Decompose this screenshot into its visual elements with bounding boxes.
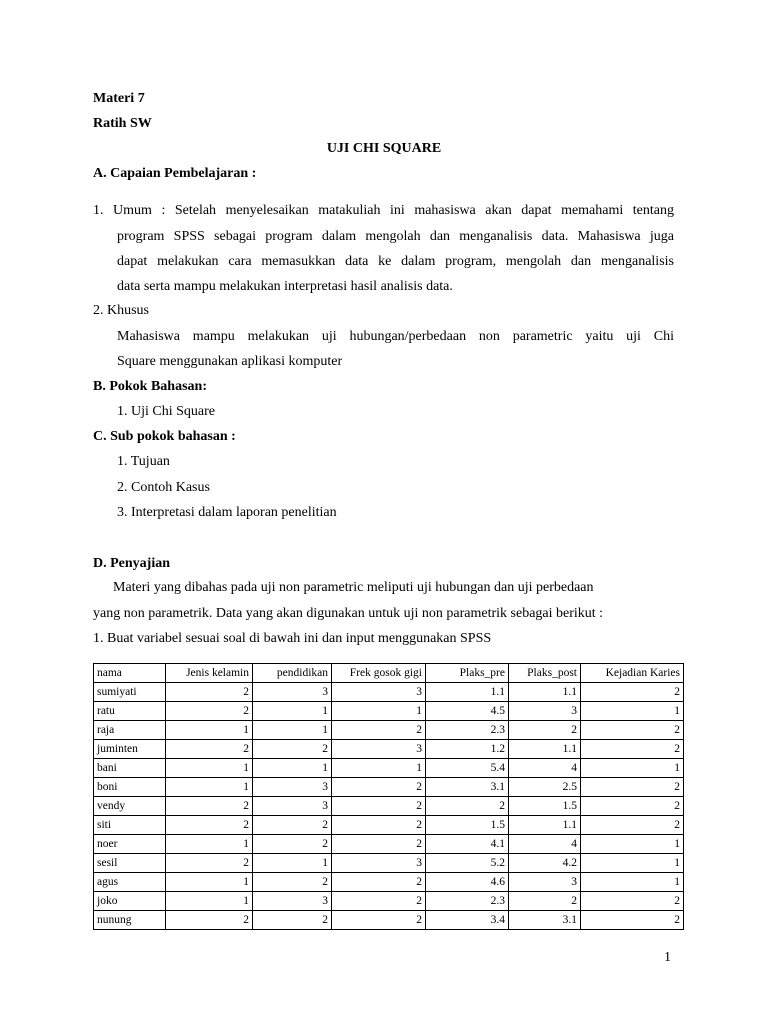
umum-line-1: 1. Umum : Setelah menyelesaikan matakuliah ini mahasiswa akan dapat memahami tentang — [93, 203, 674, 218]
table-cell: 2 — [581, 797, 684, 816]
table-cell: 1 — [253, 702, 332, 721]
materi-label: Materi 7 — [93, 91, 145, 106]
table-cell: 1.1 — [509, 740, 581, 759]
table-cell: 4 — [509, 835, 581, 854]
table-cell: 2 — [253, 873, 332, 892]
table-header-cell: Plaks_post — [509, 664, 581, 683]
table-cell: 2 — [332, 835, 426, 854]
table-cell: 3 — [332, 740, 426, 759]
table-cell: 4.5 — [426, 702, 509, 721]
table-cell: 2 — [509, 892, 581, 911]
author-label: Ratih SW — [93, 116, 152, 131]
section-b-heading: B. Pokok Bahasan: — [93, 379, 207, 394]
section-c-item: 3. Interpretasi dalam laporan penelitian — [117, 505, 337, 520]
table-cell: 2 — [581, 911, 684, 930]
table-cell: sumiyati — [94, 683, 166, 702]
table-cell: noer — [94, 835, 166, 854]
table-cell: 1 — [581, 759, 684, 778]
section-b-item: 1. Uji Chi Square — [117, 404, 215, 419]
table-cell: 2 — [581, 721, 684, 740]
table-header-cell: pendidikan — [253, 664, 332, 683]
table-cell: 4.2 — [509, 854, 581, 873]
table-cell: 1 — [253, 854, 332, 873]
table-cell: 1.5 — [426, 816, 509, 835]
table-cell: 1 — [332, 759, 426, 778]
table-cell: 1 — [166, 892, 253, 911]
table-cell: 2 — [253, 740, 332, 759]
table-cell: 2 — [509, 721, 581, 740]
khusus-label: 2. Khusus — [93, 303, 150, 318]
table-cell: 2 — [581, 892, 684, 911]
table-cell: 3 — [253, 892, 332, 911]
table-header-cell: Kejadian Karies — [581, 664, 684, 683]
table-cell: 2 — [581, 816, 684, 835]
table-cell: 1.1 — [509, 683, 581, 702]
table-row — [94, 797, 684, 816]
umum-line-2: program SPSS sebagai program dalam mengolah dan menganalisis data. Mahasiswa juga — [117, 229, 674, 244]
table-cell: joko — [94, 892, 166, 911]
table-cell: 2 — [426, 797, 509, 816]
table-cell: siti — [94, 816, 166, 835]
section-c-heading: C. Sub pokok bahasan : — [93, 429, 236, 444]
table-cell: 1 — [166, 721, 253, 740]
table-cell: 3 — [332, 683, 426, 702]
table-cell: 5.2 — [426, 854, 509, 873]
table-cell: 2 — [253, 835, 332, 854]
table-cell: 2 — [332, 721, 426, 740]
table-cell: 1.1 — [426, 683, 509, 702]
table-cell: sesil — [94, 854, 166, 873]
table-cell: 3 — [253, 778, 332, 797]
khusus-line-1: Mahasiswa mampu melakukan uji hubungan/perbedaan non parametric yaitu uji Chi — [117, 329, 674, 344]
table-cell: bani — [94, 759, 166, 778]
table-row — [94, 702, 684, 721]
section-d-line-3: 1. Buat variabel sesuai soal di bawah ini dan input menggunakan SPSS — [93, 631, 492, 646]
table-header-cell: Frek gosok gigi — [332, 664, 426, 683]
table-cell: 1.2 — [426, 740, 509, 759]
table-cell: 4.6 — [426, 873, 509, 892]
table-cell: raja — [94, 721, 166, 740]
table-cell: juminten — [94, 740, 166, 759]
table-cell: 1 — [166, 778, 253, 797]
table-cell: 1 — [166, 759, 253, 778]
table-cell: 2 — [166, 702, 253, 721]
document-title: UJI CHI SQUARE — [326, 141, 442, 156]
table-cell: boni — [94, 778, 166, 797]
table-cell: 2 — [166, 816, 253, 835]
table-header-cell: Jenis kelamin — [166, 664, 253, 683]
table-row — [94, 721, 684, 740]
table-cell: 3 — [509, 702, 581, 721]
section-c-item: 1. Tujuan — [117, 454, 170, 469]
table-cell: 2.3 — [426, 892, 509, 911]
table-cell: 2 — [253, 911, 332, 930]
table-row — [94, 740, 684, 759]
table-cell: nunung — [94, 911, 166, 930]
table-cell: 3 — [332, 854, 426, 873]
table-row — [94, 759, 684, 778]
table-cell: 4 — [509, 759, 581, 778]
table-cell: vendy — [94, 797, 166, 816]
table-cell: 3 — [253, 797, 332, 816]
table-row — [94, 816, 684, 835]
table-cell: agus — [94, 873, 166, 892]
table-cell: 4.1 — [426, 835, 509, 854]
table-cell: 2 — [253, 816, 332, 835]
section-d-line-1: Materi yang dibahas pada uji non parametric meliputi uji hubungan dan uji perbedaan — [113, 580, 594, 595]
table-row — [94, 854, 684, 873]
khusus-line-2: Square menggunakan aplikasi komputer — [117, 354, 343, 369]
table-header-cell: nama — [94, 664, 166, 683]
table-cell: 2 — [332, 797, 426, 816]
table-cell: 2 — [581, 683, 684, 702]
table-cell: 3.1 — [426, 778, 509, 797]
table-row — [94, 835, 684, 854]
table-cell: 3.4 — [426, 911, 509, 930]
table-cell: 2 — [581, 778, 684, 797]
table-row — [94, 778, 684, 797]
table-row — [94, 911, 684, 930]
section-d-heading: D. Penyajian — [93, 556, 170, 571]
section-a-heading: A. Capaian Pembelajaran : — [93, 166, 257, 181]
table-cell: 2 — [166, 797, 253, 816]
section-d-line-2: yang non parametrik. Data yang akan digunakan untuk uji non parametrik sebagai berikut : — [93, 606, 604, 621]
table-cell: 3 — [253, 683, 332, 702]
table-cell: 1 — [581, 702, 684, 721]
table-cell: 1.5 — [509, 797, 581, 816]
table-cell: 1 — [332, 702, 426, 721]
section-c-item: 2. Contoh Kasus — [117, 480, 210, 495]
table-cell: 3.1 — [509, 911, 581, 930]
data-table — [93, 663, 684, 930]
table-cell: 2 — [166, 683, 253, 702]
table-cell: 1 — [253, 721, 332, 740]
table-cell: 2.3 — [426, 721, 509, 740]
table-cell: 1 — [581, 835, 684, 854]
table-cell: 2.5 — [509, 778, 581, 797]
table-cell: 1.1 — [509, 816, 581, 835]
table-cell: 1 — [166, 835, 253, 854]
table-cell: 2 — [581, 740, 684, 759]
table-cell: 5.4 — [426, 759, 509, 778]
table-cell: 1 — [581, 854, 684, 873]
table-cell: ratu — [94, 702, 166, 721]
table-cell: 2 — [166, 740, 253, 759]
table-cell: 2 — [166, 854, 253, 873]
table-cell: 2 — [332, 873, 426, 892]
table-cell: 3 — [509, 873, 581, 892]
table-row — [94, 683, 684, 702]
umum-line-3: dapat melakukan cara memasukkan data ke dalam program, mengolah dan menganalisis — [117, 254, 674, 269]
table-row — [94, 892, 684, 911]
table-cell: 2 — [166, 911, 253, 930]
table-cell: 2 — [332, 816, 426, 835]
table-cell: 1 — [253, 759, 332, 778]
page-number: 1 — [664, 950, 671, 965]
table-cell: 2 — [332, 778, 426, 797]
table-header-cell: Plaks_pre — [426, 664, 509, 683]
table-cell: 2 — [332, 911, 426, 930]
table-cell: 2 — [332, 892, 426, 911]
table-row — [94, 873, 684, 892]
table-cell: 1 — [166, 873, 253, 892]
table-cell: 1 — [581, 873, 684, 892]
table-header-row — [94, 664, 684, 683]
umum-line-4: data serta mampu melakukan interpretasi hasil analisis data. — [117, 279, 453, 294]
